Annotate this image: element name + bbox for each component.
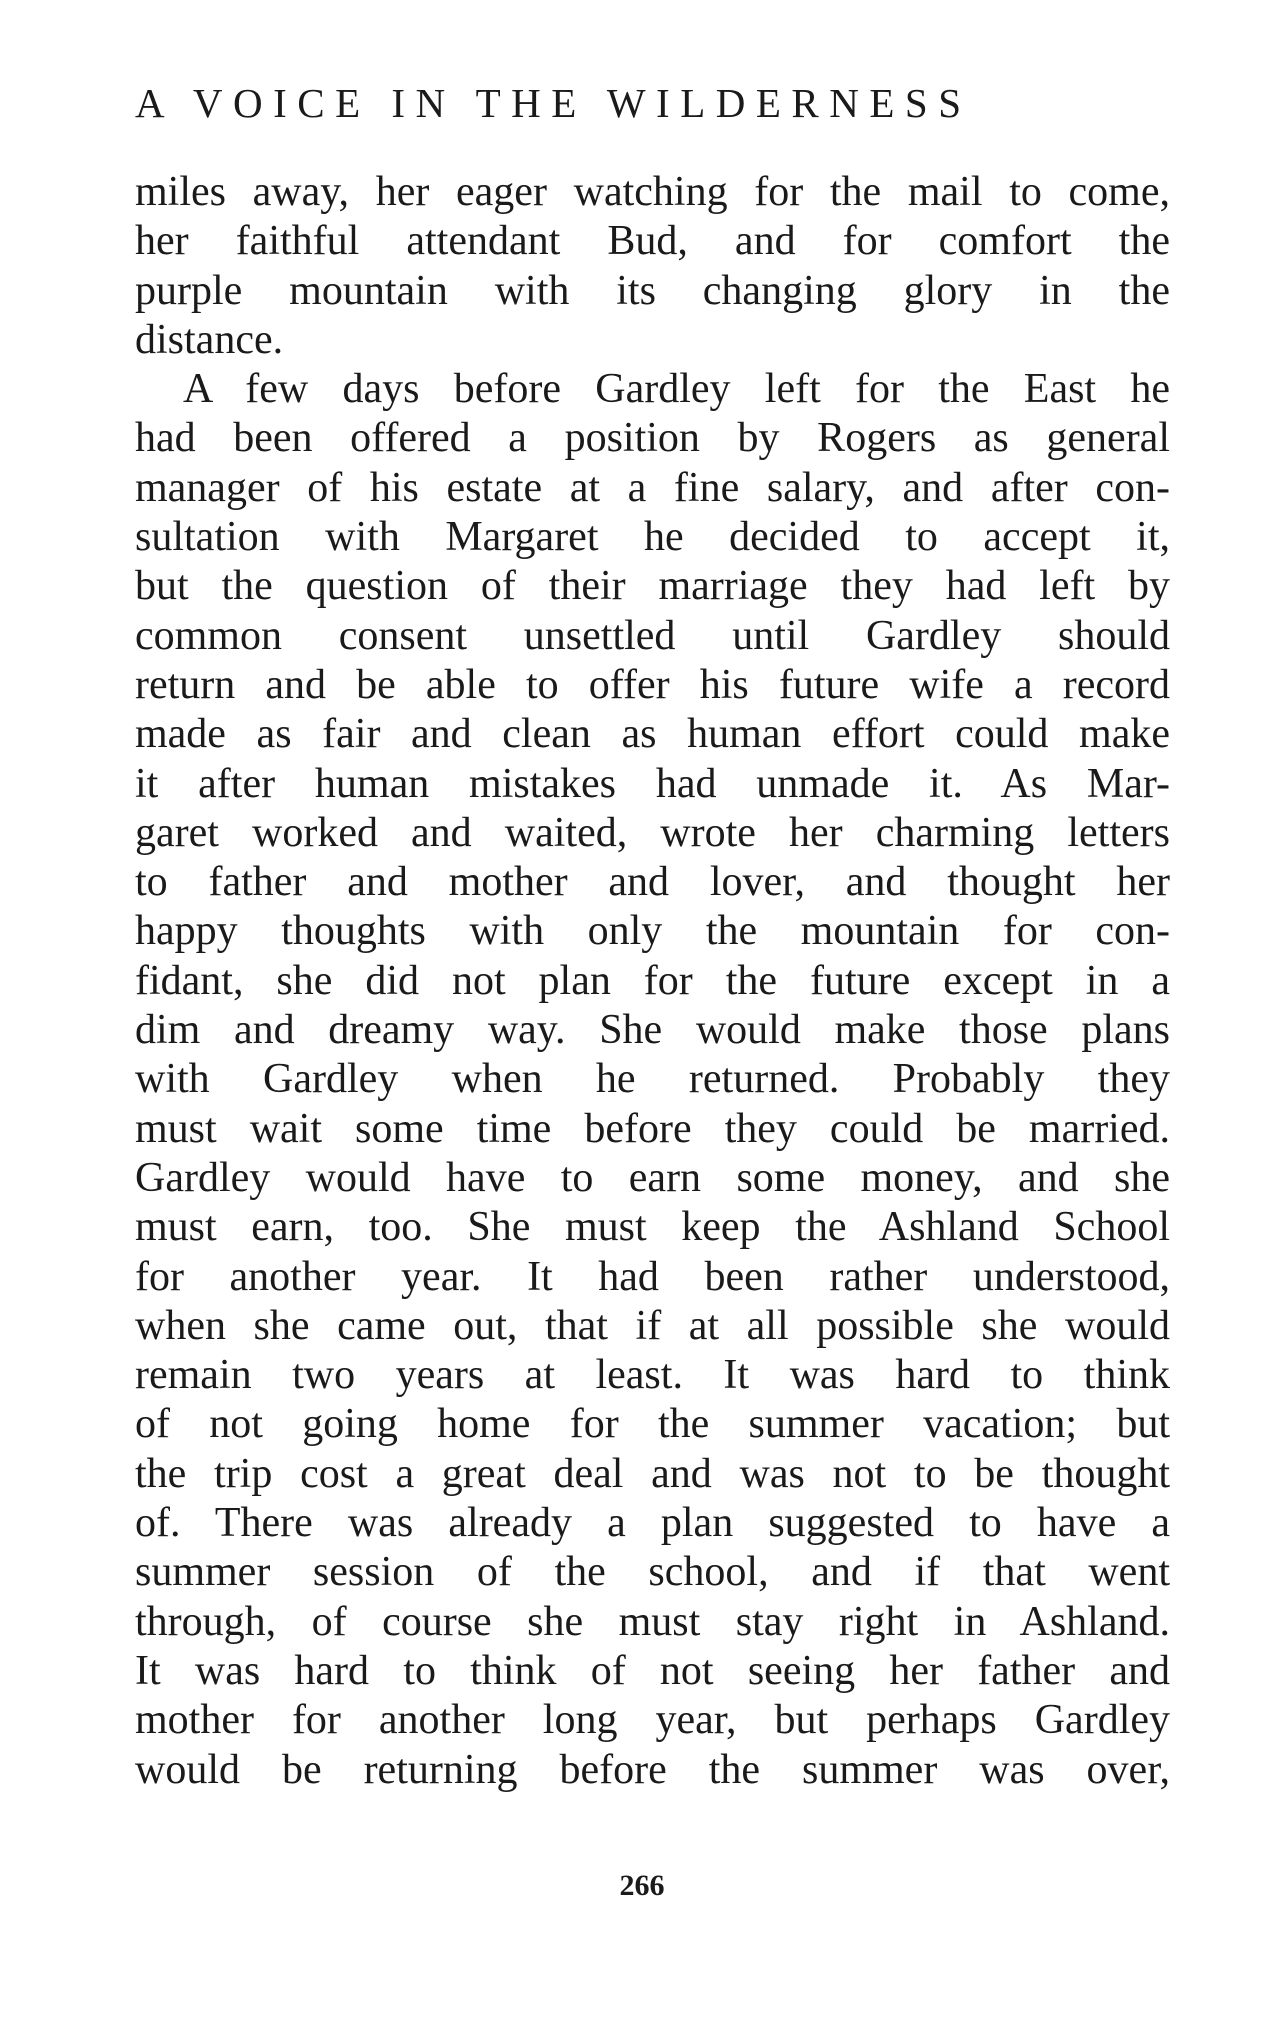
text-line: Gardley would have to earn some money, and she (135, 1154, 1170, 1201)
text-line: It was hard to think of not seeing her father and (135, 1647, 1170, 1694)
text-line: to father and mother and lover, and thought her (135, 859, 1170, 906)
body-text (135, 168, 1170, 1795)
text-line: common consent unsettled until Gardley should (135, 612, 1170, 659)
text-line: manager of his estate at a fine salary, and after con- (135, 464, 1170, 511)
text-line: would be returning before the summer was over, (135, 1746, 1170, 1793)
text-line: A few days before Gardley left for the East he (183, 366, 1170, 413)
text-line: of not going home for the summer vacation; but (135, 1401, 1170, 1448)
text-line: it after human mistakes had unmade it. As Mar- (135, 760, 1170, 807)
text-line: miles away, her eager watching for the mail to come, (135, 169, 1170, 215)
text-line: return and be able to offer his future wife a record (135, 661, 1170, 708)
text-line: of. There was already a plan suggested to have a (135, 1500, 1170, 1547)
text-line: summer session of the school, and if that went (135, 1549, 1170, 1596)
text-line: distance. (135, 316, 284, 363)
running-head: A VOICE IN THE WILDERNESS (135, 80, 972, 126)
text-line: must earn, too. She must keep the Ashland School (135, 1204, 1170, 1251)
text-line: but the question of their marriage they had left by (135, 563, 1170, 610)
text-line: remain two years at least. It was hard to think (135, 1352, 1170, 1399)
text-line: through, of course she must stay right in Ashland. (135, 1598, 1170, 1645)
page-number: 266 (619, 1869, 665, 1902)
text-line: happy thoughts with only the mountain for con- (135, 908, 1170, 955)
text-line: her faithful attendant Bud, and for comfort the (135, 218, 1170, 265)
text-line: must wait some time before they could be married. (135, 1105, 1170, 1152)
text-line: dim and dreamy way. She would make those plans (135, 1007, 1170, 1054)
text-line: had been offered a position by Rogers as general (135, 415, 1170, 462)
text-line: garet worked and waited, wrote her charming letters (135, 809, 1170, 856)
text-line: made as fair and clean as human effort could make (135, 711, 1170, 758)
text-line: purple mountain with its changing glory in the (135, 267, 1170, 314)
text-line: fidant, she did not plan for the future except in a (135, 957, 1170, 1004)
text-line: sultation with Margaret he decided to accept it, (135, 514, 1170, 561)
text-line: with Gardley when he returned. Probably they (135, 1056, 1170, 1103)
text-line: mother for another long year, but perhaps Gardley (135, 1697, 1170, 1744)
text-line: when she came out, that if at all possible she would (135, 1302, 1170, 1349)
text-line: for another year. It had been rather understood, (135, 1253, 1170, 1300)
text-line: the trip cost a great deal and was not to be thought (135, 1450, 1170, 1497)
